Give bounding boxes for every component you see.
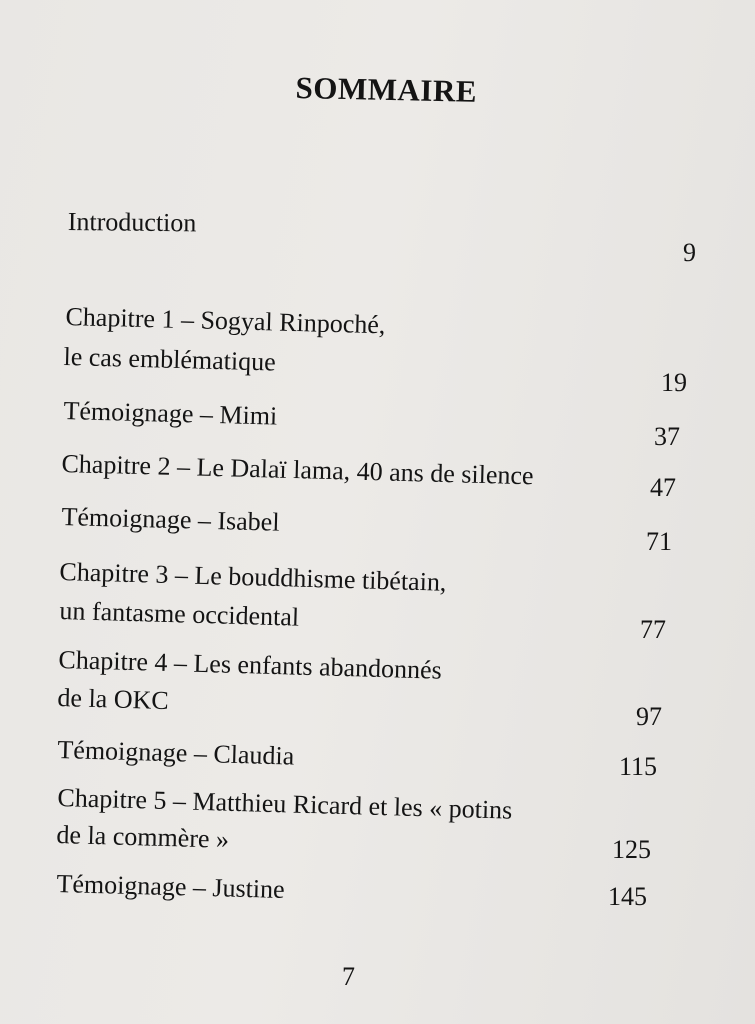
toc-entry-page: 77 — [640, 615, 666, 644]
toc-entry-title: Chapitre 5 – Matthieu Ricard et les « potins — [57, 782, 513, 825]
toc-entry-page: 97 — [636, 702, 662, 731]
page-title: SOMMAIRE — [295, 70, 478, 109]
toc-entry-title: Témoignage – Justine — [56, 868, 286, 904]
toc-entry-page: 125 — [612, 835, 651, 864]
page-number: 7 — [342, 962, 355, 991]
toc-entry-page: 145 — [608, 882, 647, 911]
toc-entry-subtitle: le cas emblématique — [63, 341, 277, 377]
toc-entry-title: Témoignage – Claudia — [57, 734, 295, 771]
toc-entry-page: 9 — [683, 238, 696, 267]
toc-entry-title: Témoignage – Isabel — [61, 501, 280, 537]
toc-entry-subtitle: de la OKC — [57, 682, 170, 716]
toc-entry-title: Chapitre 2 – Le Dalaï lama, 40 ans de silence — [61, 448, 534, 491]
toc-entry-page: 115 — [619, 752, 658, 781]
toc-entry-subtitle: de la commère » — [56, 819, 230, 854]
toc-entry-title: Chapitre 1 – Sogyal Rinpoché, — [65, 301, 386, 340]
toc-entry-title: Chapitre 4 – Les enfants abandonnés — [58, 644, 443, 685]
toc-entry-page: 71 — [646, 527, 672, 556]
toc-entry-subtitle: un fantasme occidental — [59, 595, 300, 632]
toc-entry-title: Introduction — [67, 206, 197, 238]
toc-entry-page: 19 — [661, 368, 687, 397]
toc-entry-page: 47 — [650, 473, 676, 502]
toc-entry-title: Chapitre 3 – Le bouddhisme tibétain, — [59, 556, 447, 597]
toc-entry-page: 37 — [654, 422, 680, 451]
toc-entry-title: Témoignage – Mimi — [63, 395, 278, 431]
